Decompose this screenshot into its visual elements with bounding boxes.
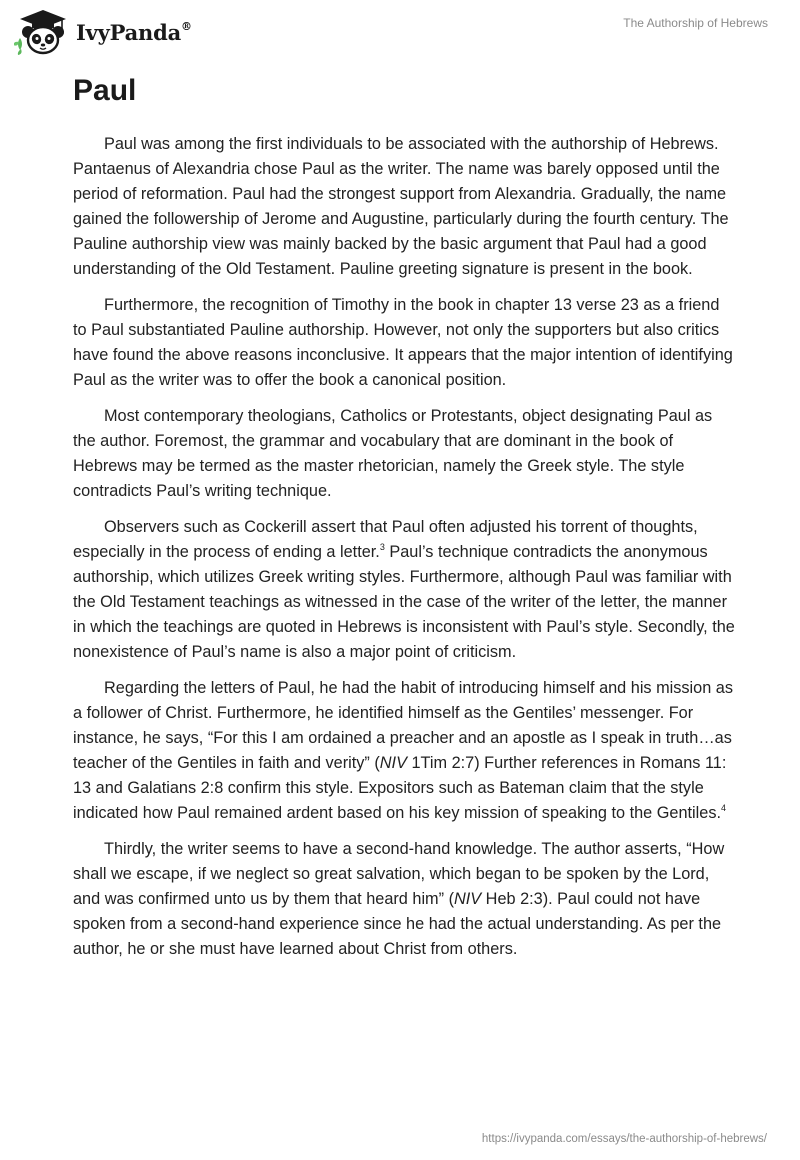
running-title: The Authorship of Hebrews	[623, 16, 768, 30]
registered-mark: ®	[181, 19, 192, 33]
paragraph-4: Observers such as Cockerill assert that Paul often adjusted his torrent of thoughts, especially in the process of ending a letter.$^3$ Paul’s technique contradicts the anonymous authorship, which utilizes Greek writing styles. Furthermore, although Paul was familiar with the Old Testament teachings as witnessed in the case of the writer of the letter, the manner in which the teachings are quoted in Hebrews is inconsistent with Paul’s style. Secondly, the nonexistence of Paul’s name is also a major point of criticism.	[73, 518, 735, 661]
paragraph-1: Paul was among the first individuals to be associated with the authorship of Hebrews. Pantaenus of Alexandria chose Paul as the writer. The name was barely opposed until the period of reformation. Paul had the strongest support from Alexandria. Gradually, the name gained the followership of Jerome and Augustine, particularly during the fourth century. The Pauline authorship view was mainly backed by the basic argument that Paul had a good understanding of the Old Testament. Pauline greeting signature is present in the book.	[73, 135, 729, 278]
panda-graduate-icon	[14, 8, 72, 56]
page-header	[0, 0, 800, 64]
paragraph-3: Most contemporary theologians, Catholics or Protestants, object designating Paul as the author. Foremost, the grammar and vocabulary that are dominant in the book of Hebrews may be termed as the master rhetorician, namely the Greek style. The style contradicts Paul’s writing technique.	[73, 407, 713, 500]
footnote-ref-4[interactable]: 4	[721, 802, 727, 813]
bible-version: NIV	[379, 754, 407, 772]
paragraph-2: Furthermore, the recognition of Timothy in the book in chapter 13 verse 23 as a friend to Paul substantiated Pauline authorship. However, not only the supporters but also critics have found the above reasons inconclusive. It appears that the major intention of identifying Paul as the writer was to offer the book a canonical position.	[73, 296, 733, 389]
source-url[interactable]: https://ivypanda.com/essays/the-authorship-of-hebrews/	[481, 1133, 767, 1145]
paragraph-5: Regarding the letters of Paul, he had the habit of introducing himself and his mission as a follower of Christ. Furthermore, he identified himself as the Gentiles’ messenger. For instance, he says, “For this I am ordained a preacher and an apostle as I speak in truth…as teacher of the Gentiles in faith and verity” (NIV 1Tim 2:7) Further references in Romans 11: 13 and Galatians 2:8 confirm this style. Expositors such as Bateman claim that the style indicated how Paul remained ardent based on his key mission of speaking to the Gentiles.$^4$	[73, 679, 734, 822]
paragraph-6: Thirdly, the writer seems to have a second-hand knowledge. The author asserts, “How shall we escape, if we neglect so great salvation, which began to be spoken by the Lord, and was confirmed unto us by them that heard him” (NIV Heb 2:3). Paul could not have spoken from a second-hand experience since he had the actual understanding. As per the author, he or she must have learned about Christ from others.	[73, 840, 725, 958]
ivypanda-logo[interactable]	[14, 8, 192, 56]
brand-name: IvyPanda®	[76, 19, 192, 45]
article-body	[73, 132, 735, 973]
footnote-ref-3[interactable]: 3	[379, 541, 385, 552]
section-heading: Paul	[73, 74, 137, 107]
bible-version: NIV	[454, 890, 482, 908]
